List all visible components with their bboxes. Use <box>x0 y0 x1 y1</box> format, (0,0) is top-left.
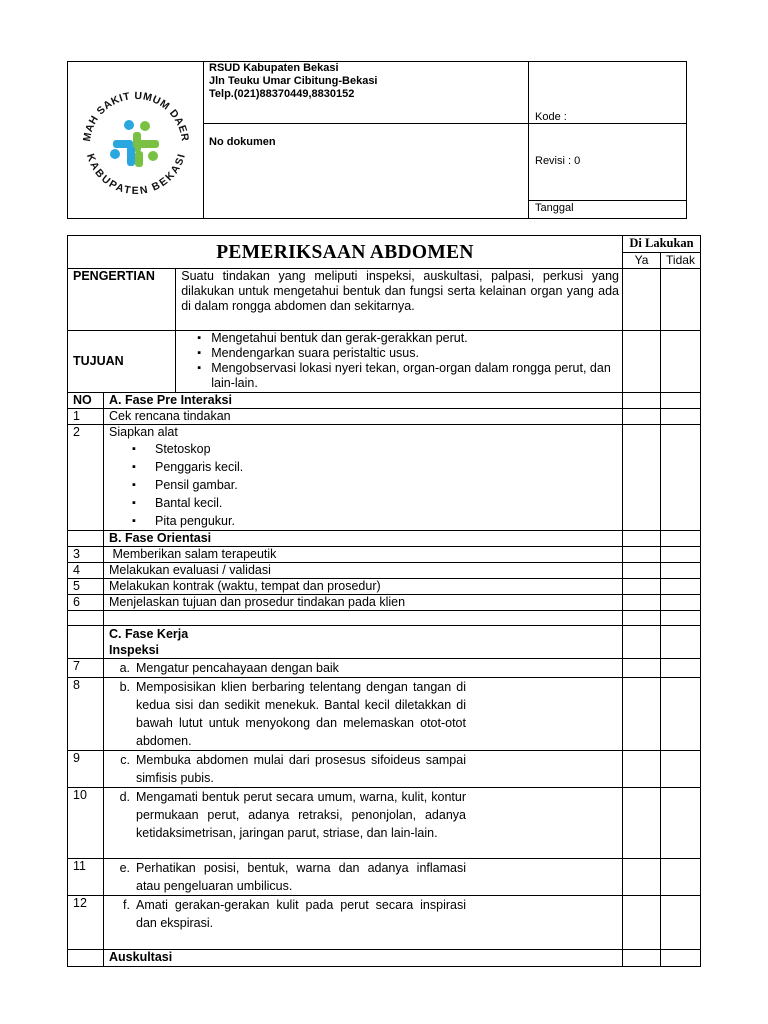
row-number: 3 <box>68 547 104 563</box>
step-letter: e. <box>119 861 130 875</box>
table-row <box>68 659 701 678</box>
row-text: Memposisikan klien berbaring telentang dengan tangan di kedua sisi dan sedikit menekuk. Bantal kecil diletakkan di bawah lutut untuk menyokong dan melemaskan otot-otot abdomen. <box>136 680 466 748</box>
pengertian-text: Suatu tindakan yang meliputi inspeksi, auskultasi, palpasi, perkusi yang dilakukan untuk mengetahui bentuk dan fungsi serta kelainan organ yang ada di dalam rongga abdomen dan sekitarnya. <box>176 269 623 331</box>
address-line-2: Jln Teuku Umar Cibitung-Bekasi <box>209 75 378 87</box>
table-row <box>68 425 701 531</box>
ya-checkbox[interactable] <box>623 751 661 788</box>
empty-row <box>68 611 701 626</box>
revisi-cell: Revisi : 0 <box>529 124 687 201</box>
step-letter: a. <box>119 661 130 675</box>
ya-checkbox[interactable] <box>623 547 661 563</box>
tidak-checkbox[interactable] <box>661 611 701 626</box>
logo-arc-bottom-text: KABUPATEN BEKASI <box>83 151 188 197</box>
table-row <box>68 859 701 896</box>
ya-checkbox[interactable] <box>623 896 661 950</box>
row-number: 5 <box>68 579 104 595</box>
ya-checkbox[interactable] <box>623 579 661 595</box>
alat-item: ▪ Bantal kecil. <box>132 494 617 512</box>
row-number: 12 <box>68 896 104 950</box>
tujuan-item: ▪ Mendengarkan suara peristaltic usus. <box>199 346 619 361</box>
ya-header: Ya <box>623 253 661 269</box>
step-letter: b. <box>119 680 130 694</box>
ya-checkbox[interactable] <box>623 595 661 611</box>
ya-checkbox[interactable] <box>623 563 661 579</box>
row-text: Melakukan evaluasi / validasi <box>104 563 623 579</box>
ya-checkbox[interactable] <box>623 531 661 547</box>
no-column-header: NO <box>68 393 104 409</box>
ya-checkbox[interactable] <box>623 409 661 425</box>
fase-b-heading: B. Fase Orientasi <box>104 531 623 547</box>
ya-checkbox[interactable] <box>623 393 661 409</box>
tanggal-cell: Tanggal <box>529 201 687 219</box>
row-number: 8 <box>68 678 104 751</box>
address-line-1: RSUD Kabupaten Bekasi <box>209 62 339 74</box>
kode-cell: Kode : <box>529 62 687 124</box>
tujuan-tidak-checkbox[interactable] <box>661 331 701 393</box>
pengertian-ya-checkbox[interactable] <box>623 269 661 331</box>
fase-c-cell <box>104 626 623 659</box>
page-title: PEMERIKSAAN ABDOMEN <box>68 236 623 269</box>
alat-item: ▪ Pita pengukur. <box>132 512 617 530</box>
tidak-checkbox[interactable] <box>661 626 701 659</box>
row-number: 4 <box>68 563 104 579</box>
row-number: 7 <box>68 659 104 678</box>
row-text: Cek rencana tindakan <box>104 409 623 425</box>
step-letter: d. <box>119 790 130 804</box>
row-text: Siapkan alat <box>109 425 178 439</box>
row-number: 10 <box>68 788 104 859</box>
fase-c-heading: C. Fase Kerja <box>109 627 189 641</box>
address-line-3: Telp.(021)88370449,8830152 <box>209 88 355 100</box>
hospital-logo-icon <box>72 75 200 203</box>
row-text: Membuka abdomen mulai dari prosesus sifoideus sampai simfisis pubis. <box>136 753 466 785</box>
row-text: Mengamati bentuk perut secara umum, warna, kulit, kontur permukaan perut, adanya retraksi, penonjolan, adanya ketidaksimetrisan, jaringan parut, striase, dan lain-lain. <box>136 790 466 840</box>
pengertian-row <box>68 269 701 331</box>
tujuan-item: ▪ Mengobservasi lokasi nyeri tekan, organ-organ dalam rongga perut, dan lain-lain. <box>199 361 619 391</box>
row-text: Melakukan kontrak (waktu, tempat dan prosedur) <box>104 579 623 595</box>
ya-checkbox[interactable] <box>623 626 661 659</box>
alat-list <box>109 440 617 530</box>
ya-checkbox[interactable] <box>623 788 661 859</box>
tidak-checkbox[interactable] <box>661 579 701 595</box>
tujuan-item: ▪ Mengetahui bentuk dan gerak-gerakkan perut. <box>199 331 619 346</box>
tidak-header: Tidak <box>661 253 701 269</box>
row-text: Menjelaskan tujuan dan prosedur tindakan pada klien <box>104 595 623 611</box>
tidak-checkbox[interactable] <box>661 678 701 751</box>
ya-checkbox[interactable] <box>623 659 661 678</box>
alat-item: ▪ Pensil gambar. <box>132 476 617 494</box>
row-number: 2 <box>68 425 104 531</box>
fase-c-row <box>68 626 701 659</box>
row-text: Mengatur pencahayaan dengan baik <box>136 661 339 675</box>
row-number: 6 <box>68 595 104 611</box>
row-text: Memberikan salam terapeutik <box>104 547 623 563</box>
di-lakukan-header: Di Lakukan <box>623 236 701 253</box>
tidak-checkbox[interactable] <box>661 659 701 678</box>
tidak-checkbox[interactable] <box>661 751 701 788</box>
procedure-table <box>67 235 701 967</box>
tidak-checkbox[interactable] <box>661 896 701 950</box>
pengertian-label: PENGERTIAN <box>68 269 176 331</box>
table-row <box>68 751 701 788</box>
row-number: 11 <box>68 859 104 896</box>
hospital-address <box>204 62 529 124</box>
ya-checkbox[interactable] <box>623 678 661 751</box>
table-row <box>68 409 701 425</box>
tidak-checkbox[interactable] <box>661 563 701 579</box>
tidak-checkbox[interactable] <box>661 393 701 409</box>
row-number: 1 <box>68 409 104 425</box>
document-header <box>67 61 687 219</box>
ya-checkbox[interactable] <box>623 859 661 896</box>
auskultasi-row <box>68 950 701 967</box>
ya-checkbox[interactable] <box>623 950 661 967</box>
step-letter: c. <box>120 753 130 767</box>
tidak-checkbox[interactable] <box>661 859 701 896</box>
table-row <box>68 579 701 595</box>
table-row <box>68 896 701 950</box>
logo-cell <box>68 62 204 219</box>
table-row <box>68 788 701 859</box>
tidak-checkbox[interactable] <box>661 409 701 425</box>
fase-a-heading: A. Fase Pre Interaksi <box>104 393 623 409</box>
tidak-checkbox[interactable] <box>661 595 701 611</box>
row-number: 9 <box>68 751 104 788</box>
fase-b-row <box>68 531 701 547</box>
alat-item: ▪ Stetoskop <box>132 440 617 458</box>
tujuan-ya-checkbox[interactable] <box>623 331 661 393</box>
table-row <box>68 678 701 751</box>
alat-item: ▪ Penggaris kecil. <box>132 458 617 476</box>
tidak-checkbox[interactable] <box>661 425 701 531</box>
tujuan-label: TUJUAN <box>68 331 176 393</box>
row-text: Perhatikan posisi, bentuk, warna dan adanya inflamasi atau pengeluaran umbilicus. <box>136 861 466 893</box>
row-text: Amati gerakan-gerakan kulit pada perut secara inspirasi dan ekspirasi. <box>136 898 466 930</box>
siapkan-alat-cell <box>104 425 623 531</box>
svg-text:RUMAH SAKIT UMUM DAERAH <box>72 75 191 142</box>
no-dokumen: No dokumen <box>204 124 529 219</box>
pengertian-tidak-checkbox[interactable] <box>661 269 701 331</box>
step-letter: f. <box>123 898 130 912</box>
table-row <box>68 547 701 563</box>
tidak-checkbox[interactable] <box>661 547 701 563</box>
logo-arc-top-text: MAH SAKIT UMUM DAER <box>80 89 191 142</box>
tujuan-list <box>176 331 623 393</box>
ya-checkbox[interactable] <box>623 611 661 626</box>
tidak-checkbox[interactable] <box>661 788 701 859</box>
auskultasi-heading: Auskultasi <box>104 950 623 967</box>
tidak-checkbox[interactable] <box>661 531 701 547</box>
inspeksi-heading: Inspeksi <box>109 643 160 657</box>
ya-checkbox[interactable] <box>623 425 661 531</box>
tujuan-row <box>68 331 701 393</box>
tidak-checkbox[interactable] <box>661 950 701 967</box>
table-row <box>68 595 701 611</box>
fase-a-row <box>68 393 701 409</box>
table-row <box>68 563 701 579</box>
